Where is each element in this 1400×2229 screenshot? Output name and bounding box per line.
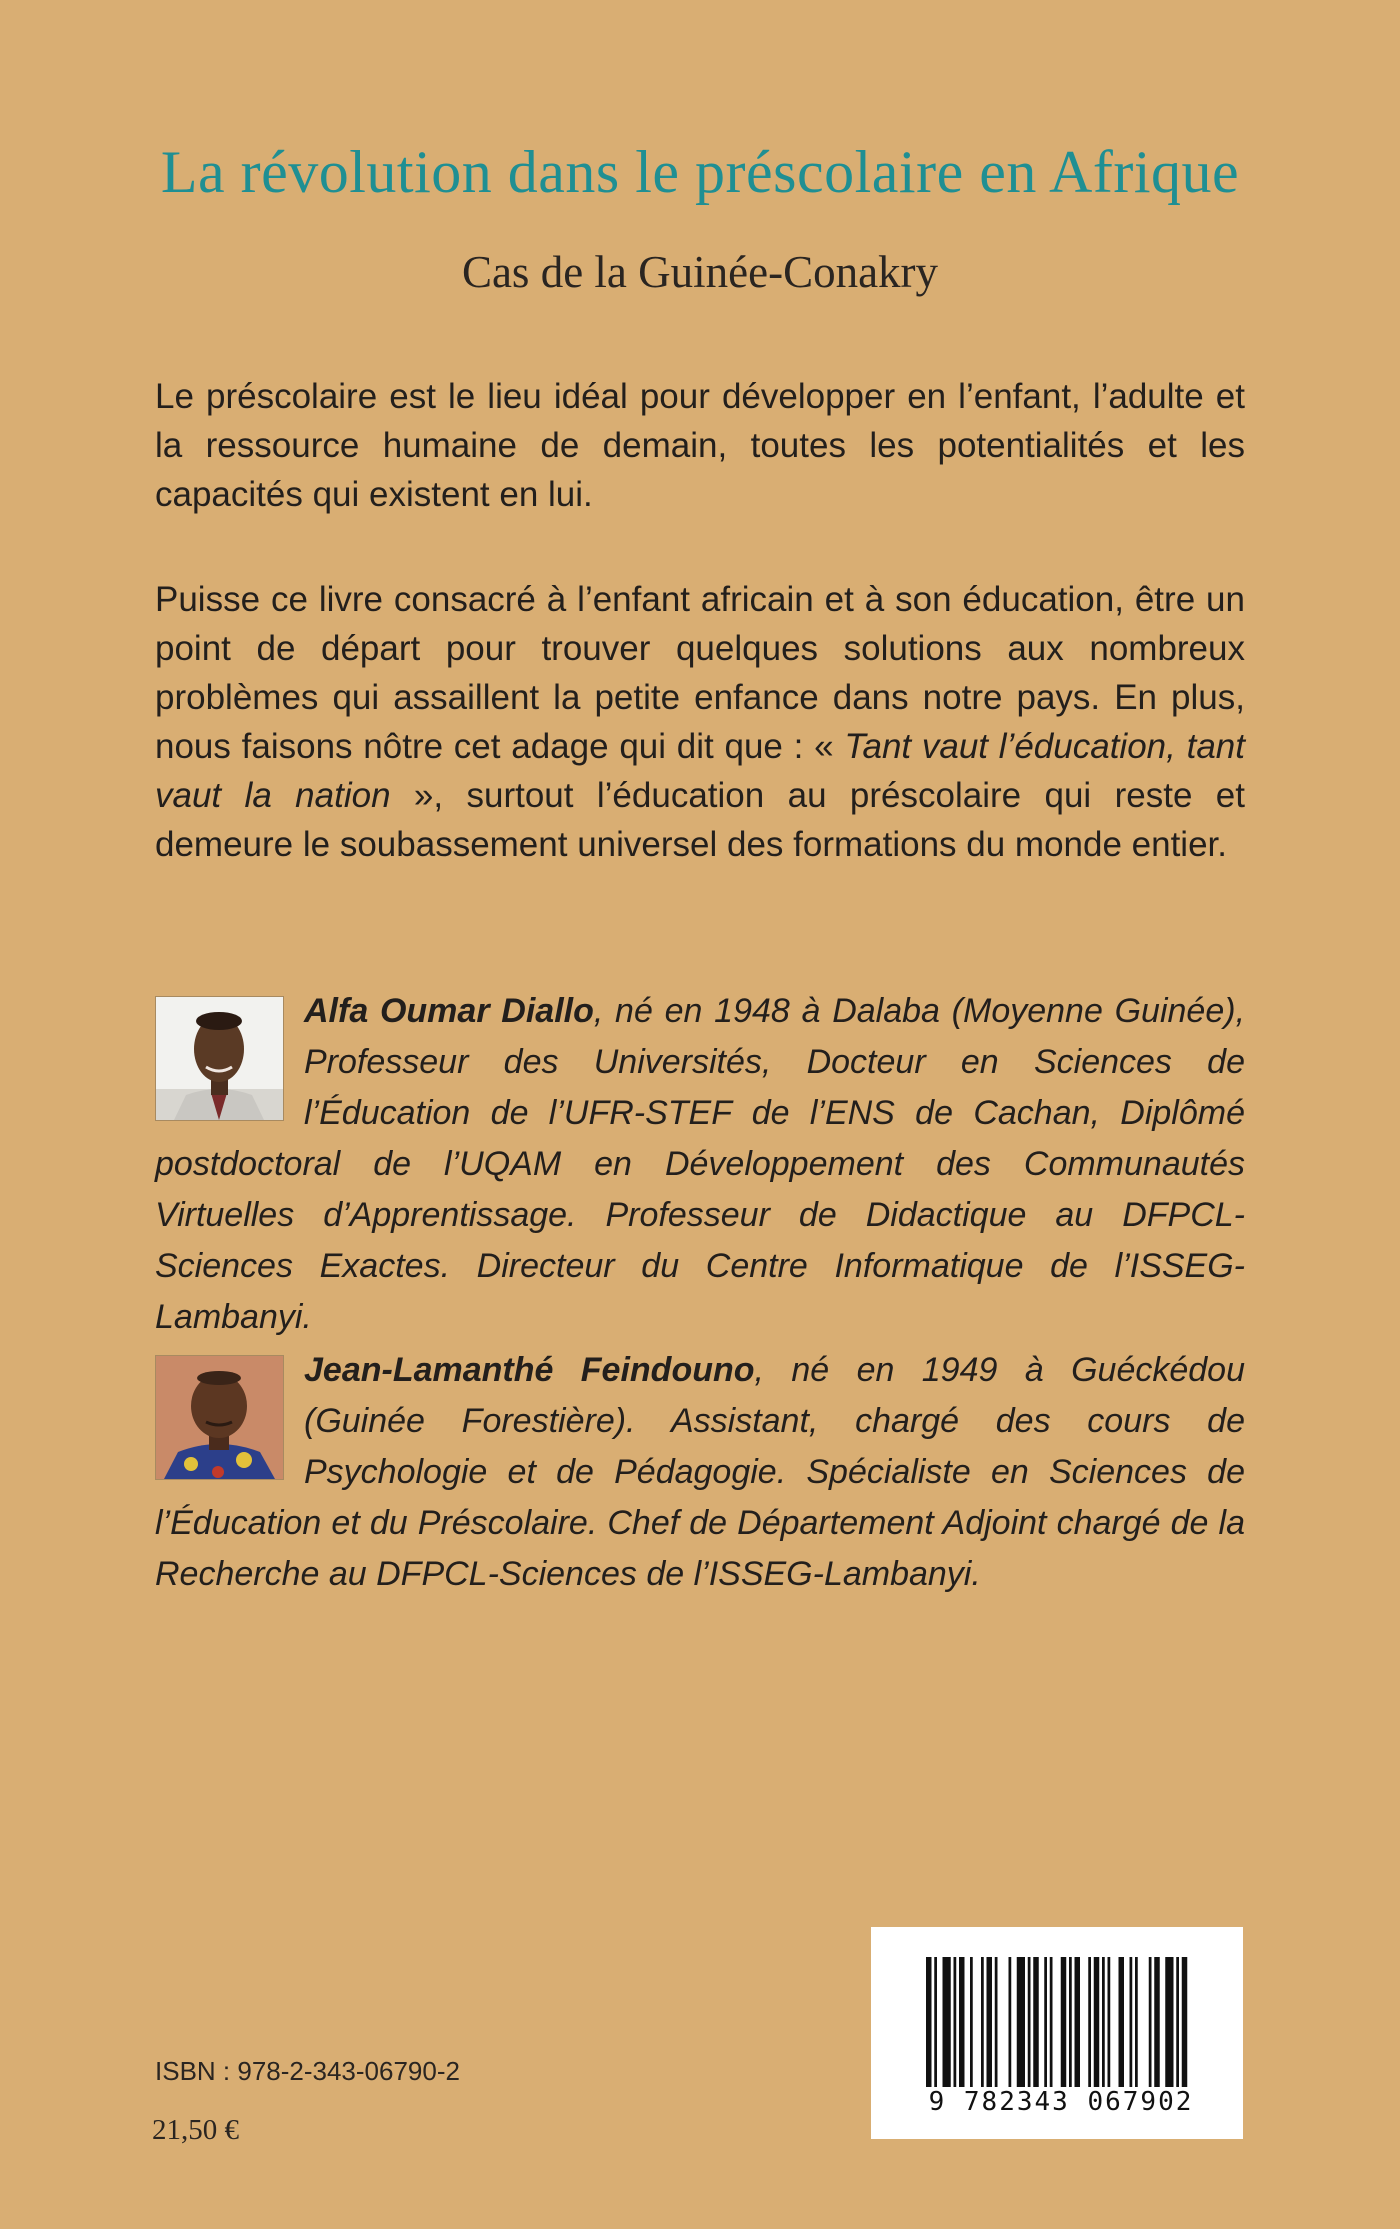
summary-text-after-quote: », surtout l’éducation au préscolaire qui reste et demeure le soubassement universel des formations du monde entier.	[155, 776, 1245, 864]
barcode-bar	[1102, 1957, 1105, 2087]
author-details-2: , né en 1949 à Guéckédou (Guinée Forestière). Assistant, chargé des cours de Psychologie et de Pédagogie. Spécialiste en Sciences de l’Éducation et du Préscolaire. Chef de Département Adjoint chargé de la Recherche au DFPCL-Sciences de l’ISSEG-Lambanyi.	[155, 1351, 1245, 1593]
summary-paragraph-2	[155, 575, 1245, 869]
isbn-text: ISBN : 978-2-343-06790-2	[155, 2056, 460, 2086]
summary-text-before-quote: Puisse ce livre consacré à l’enfant africain et à son éducation, être un point de départ pour trouver quelques solutions aux nombreux problèmes qui assaillent la petite enfance dans notre pays. En plus, nous faisons nôtre cet adage qui dit que : «	[155, 580, 1245, 766]
barcode-bar	[1033, 1957, 1039, 2087]
barcode-bar	[1149, 1957, 1152, 2087]
barcode-bar	[1088, 1957, 1091, 2087]
barcode-bar	[1061, 1957, 1067, 2087]
author-bio-1	[155, 986, 1245, 1343]
barcode-bar	[981, 1957, 984, 2087]
adage-quote: Tant vaut l’éducation, tant vaut la nation	[155, 727, 1245, 815]
barcode-bar	[1050, 1957, 1053, 2087]
barcode-bar	[1119, 1957, 1125, 2087]
book-title: La révolution dans le préscolaire en Afrique	[160, 139, 1240, 205]
price-text: 21,50 €	[152, 2114, 239, 2146]
barcode-bar	[1165, 1957, 1173, 2087]
barcode-bar	[943, 1957, 951, 2087]
barcode-bar	[1069, 1957, 1072, 2087]
barcode-bar	[934, 1957, 937, 2087]
barcode-bar	[1176, 1957, 1179, 2087]
barcode-bar	[970, 1957, 973, 2087]
summary-paragraph-1: Le préscolaire est le lieu idéal pour développer en l’enfant, l’adulte et la ressource humaine de demain, toutes les potentialités et les capacités qui existent en lui.	[155, 377, 1245, 514]
author-photo-1	[155, 996, 284, 1121]
author-name-2: Jean-Lamanthé Feindouno	[304, 1351, 755, 1389]
barcode-bar	[959, 1957, 965, 2087]
barcode-bar	[1028, 1957, 1031, 2087]
barcode-bar	[1135, 1957, 1138, 2087]
author-name-1: Alfa Oumar Diallo	[304, 992, 594, 1030]
barcode-bar	[1154, 1957, 1160, 2087]
barcode-bar	[1075, 1957, 1081, 2087]
barcode-bars	[926, 1957, 1188, 2087]
barcode-bar	[1009, 1957, 1012, 2087]
barcode-bar	[1044, 1957, 1047, 2087]
author-photo-2	[155, 1355, 284, 1480]
barcode-bar	[1130, 1957, 1133, 2087]
barcode-bar	[1182, 1957, 1188, 2087]
barcode-digits: 9 782343 067902	[928, 2087, 1194, 2117]
author-details-1: , né en 1948 à Dalaba (Moyenne Guinée), Professeur des Universités, Docteur en Sciences de l’Éducation de l’UFR-STEF de l’ENS de Cachan, Diplômé postdoctoral de l’UQAM en Développement des Communautés Virtuelles d’Apprentissage. Professeur de Didactique au DFPCL-Sciences Exactes. Directeur du Centre Informatique de l’ISSEG-Lambanyi.	[155, 992, 1246, 1336]
barcode-bar	[1108, 1957, 1111, 2087]
barcode-bar	[1094, 1957, 1100, 2087]
barcode-bar	[995, 1957, 998, 2087]
barcode-bar	[987, 1957, 993, 2087]
barcode-bar	[1017, 1957, 1025, 2087]
barcode	[871, 1927, 1243, 2139]
barcode-bar	[926, 1957, 932, 2087]
barcode-bar	[954, 1957, 957, 2087]
book-subtitle: Cas de la Guinée-Conakry	[461, 247, 939, 297]
author-bio-2	[155, 1345, 1245, 1600]
